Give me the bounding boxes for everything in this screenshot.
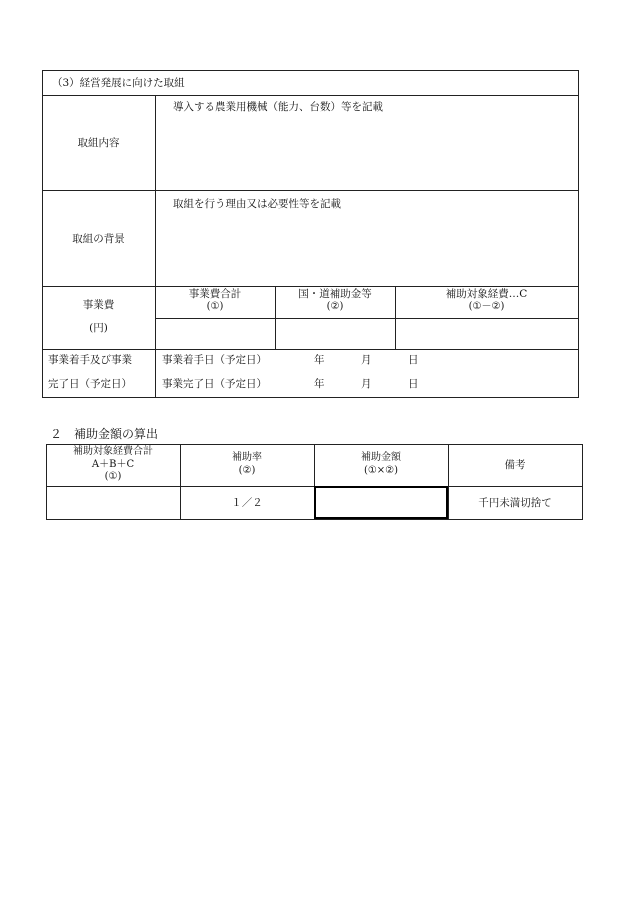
cost-col1-header: 事業費合計: [188, 288, 242, 300]
cost-col3-header: 補助対象経費…C: [445, 288, 528, 300]
cost-col2-header: 国・道補助金等: [298, 288, 372, 300]
s2-col2-header2: (②): [238, 465, 256, 476]
end-day-label: 日: [408, 378, 419, 390]
start-month-label: 月: [361, 354, 372, 366]
cost-col2-input[interactable]: [276, 319, 395, 349]
end-month-label: 月: [361, 378, 372, 390]
background-label: 取組の背景: [72, 233, 125, 245]
background-text[interactable]: 取組を行う理由又は必要性等を記載: [173, 198, 341, 210]
s2-col2-header1: 補助率: [232, 452, 262, 463]
s2-col1-header1: 補助対象経費合計: [73, 446, 153, 457]
s2-col3-header1: 補助金額: [361, 452, 401, 463]
section3-title: （3）経営発展に向けた取組: [52, 77, 185, 89]
cost-col1-input[interactable]: [156, 319, 275, 349]
content-text[interactable]: 導入する農業用機械（能力、台数）等を記載: [173, 101, 383, 113]
s2-amount-input[interactable]: [314, 486, 448, 519]
start-year-label: 年: [314, 354, 325, 366]
s2-total-input[interactable]: [47, 487, 180, 519]
cost-col3-sub: (①－②): [468, 301, 505, 312]
s2-col1-header3: (①): [104, 471, 122, 482]
cost-col1-sub: (①): [206, 301, 224, 312]
schedule-label-line1: 事業着手及び事業: [48, 354, 132, 366]
cost-label: 事業費: [82, 299, 115, 311]
cost-col2-sub: (②): [326, 301, 344, 312]
content-label: 取組内容: [77, 137, 120, 149]
schedule-label-line2: 完了日（予定日）: [48, 378, 132, 390]
s2-col4-header: 備考: [504, 459, 526, 471]
s2-note-value: 千円未満切捨て: [478, 497, 552, 509]
end-date-label: 事業完了日（予定日）: [162, 378, 267, 390]
end-year-label: 年: [314, 378, 325, 390]
s2-col3-header2: (①×②): [363, 465, 399, 476]
cost-unit: (円): [89, 322, 108, 334]
s2-col1-header2: A＋B＋C: [91, 459, 135, 470]
cost-col3-input[interactable]: [396, 319, 578, 349]
section2-title: ２ 補助金額の算出: [50, 427, 159, 441]
start-date-label: 事業着手日（予定日）: [162, 354, 267, 366]
s2-rate-value: １／２: [231, 497, 263, 509]
start-day-label: 日: [408, 354, 419, 366]
